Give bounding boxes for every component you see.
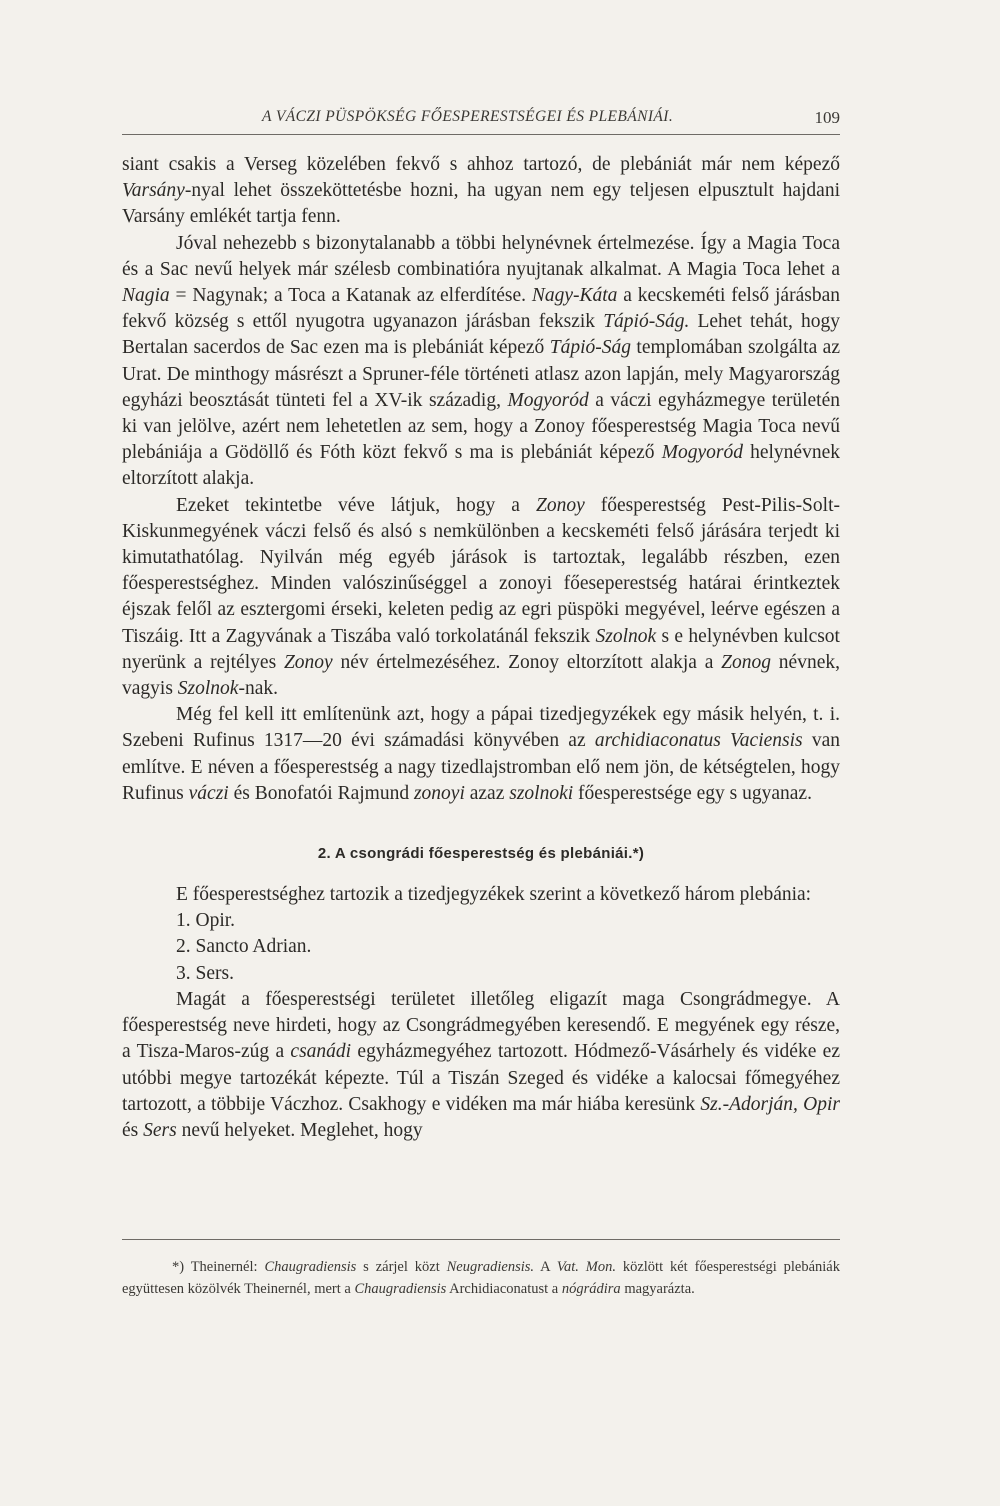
text-run: = Nagynak; a Toca a Katanak az elferdítése.: [169, 285, 532, 307]
text-run: van említve. E néven a főesperestség a nagy tizedlajstromban elő nem jön, de kétségtelen, hogy Rufinus: [122, 730, 841, 804]
italic-run: Zonog: [721, 651, 772, 673]
page-number: 109: [814, 108, 840, 127]
italic-run: váczi: [188, 782, 229, 804]
italic-run: Nagia: [122, 285, 170, 307]
footnote: [122, 1256, 840, 1300]
text-run: magyarázta.: [620, 1281, 695, 1297]
italic-run: Szolnok: [595, 625, 657, 647]
text-run: Ezeket tekintetbe véve látjuk, hogy a: [176, 494, 536, 516]
list-item: 3. Sers.: [176, 962, 234, 984]
italic-run: Sers: [143, 1119, 177, 1141]
text-run: névnek, vagyis: [122, 651, 840, 700]
text-run: Még fel kell itt említenünk azt, hogy a pápai tizedjegyzékek egy másik helyén, t. i. Szebeni Rufinus 1317—20 évi számadási könyvében az: [122, 704, 840, 752]
italic-run: szolnoki: [509, 782, 574, 804]
text-run: nevű helyeket. Meglehet, hogy: [176, 1119, 423, 1141]
text-run: Archidiaconatust a: [446, 1281, 562, 1297]
list-item: 2. Sancto Adrian.: [176, 936, 312, 958]
italic-run: Szolnok: [177, 678, 239, 700]
italic-run: Chaugradiensis: [264, 1259, 357, 1275]
italic-run: Tápió-Ság: [549, 337, 631, 359]
text-run: *) Theinernél:: [172, 1259, 265, 1275]
text-run: A: [534, 1259, 557, 1275]
italic-run: archidiaconatus Vaciensis: [594, 730, 803, 752]
italic-run: zonoyi: [413, 782, 465, 804]
paragraph: [122, 987, 840, 1144]
italic-run: Neugradiensis.: [446, 1259, 535, 1275]
paragraph: [122, 493, 840, 703]
italic-run: Chaugradiensis: [354, 1281, 447, 1297]
text-run: Magát a főesperestségi területet illetőleg eligazít maga Csongrádmegye. A főesperestség neve hirdeti, hogy az Csongrádmegyében keresendő. E megyének egy része, a Tisza-Maros-zúg a: [122, 988, 840, 1063]
text-run: és Bonofatói Rajmund: [228, 782, 414, 804]
section-intro: E főesperestséghez tartozik a tizedjegyzékek szerint a következő három plebánia:: [176, 884, 812, 906]
text-run: s e helynévben kulcsot nyerünk a rejtélyes: [122, 625, 840, 673]
italic-run: csanádi: [290, 1041, 352, 1063]
text-run: templomában szolgálta az Urat. De minthogy másrészt a Spruner-féle történeti atlasz azon lapján, mely Magyarország egyházi beosztását tünteti fel a XV-ik századig,: [122, 337, 840, 411]
text-run: a kecskeméti felső járásban fekvő község s ettől nyugotra ugyanazon járásban fekszik: [122, 285, 840, 333]
text-run: közlött két főesperestségi plebániák együttesen közölvék Theinernél, mert a: [122, 1259, 840, 1297]
italic-run: Nagy-Káta: [531, 285, 618, 307]
list-item: 1. Opir.: [176, 910, 236, 932]
text-run: s zárjel közt: [356, 1259, 447, 1275]
text-run: -nyal lehet összeköttetésbe hozni, ha ugyan nem egy teljesen elpusztult hajdani Varsány emlékét tartja fenn.: [122, 180, 840, 228]
text-run: siant csakis a Verseg közelében fekvő s ahhoz tartozó, de plebániát már nem képező: [122, 154, 840, 175]
text-run: név értelmezéséhez. Zonoy eltorzított alakja a: [332, 651, 722, 673]
italic-run: nógrádira: [561, 1281, 621, 1297]
running-head: A VÁCZI PÜSPÖKSÉG FŐESPERESTSÉGEI ÉS PLEBÁNIÁI.: [262, 108, 674, 125]
italic-run: Vat. Mon.: [556, 1259, 616, 1275]
paragraph: [122, 702, 840, 807]
italic-run: Tápió-Ság.: [603, 311, 690, 333]
italic-run: Sz.-Adorján, Opir: [700, 1093, 841, 1115]
text-run: a váczi egyházmegye területén ki van jelölve, azért nem lehetetlen az sem, hogy a Zonoy főesperestség Magia Toca nevű plebániája a Gödöllő és Fóth közt fekvő s ma is plebániát képező: [122, 389, 840, 464]
italic-run: Zonoy: [535, 494, 585, 516]
footnote-divider: [122, 1239, 840, 1240]
italic-run: Mogyoród: [507, 389, 589, 411]
text-run: helynévnek eltorzított alakja.: [122, 442, 840, 490]
text-run: és: [122, 1119, 144, 1141]
paragraph: [122, 152, 840, 231]
body-text: [122, 152, 840, 1144]
text-run: főesperestség Pest-Pilis-Solt-Kiskunmegyének váczi felső és alsó s nemkülönben a kecskeméti felső járására terjedt ki kimutathatólag. Nyilván még egyéb járások is tartoztak, legalább részben, ezen főesperestséghez. Minden valószinűséggel a zonoyi főeseperestség határai érintkeztek éjszak felől az esztergomi érseki, keleten pedig az egri püspöki megyével, leérve egészen a Tiszáig. Itt a Zagyvának a Tiszába való torkolatánál fekszik: [122, 494, 840, 647]
text-run: egyházmegyéhez tartozott. Hódmező-Vásárhely és vidéke ez utóbbi megye tartozékát képezte. Túl a Tiszán Szeged és vidéke a kalocsai főmegyéhez tartozott, a többije Váczhoz. Csakhogy e vidéken ma már hiába keresünk: [122, 1041, 840, 1115]
plebania-list: [122, 908, 840, 987]
italic-run: Varsány: [122, 180, 185, 202]
text-run: Lehet tehát, hogy Bertalan sacerdos de Sac ezen ma is plebániát képező: [122, 311, 840, 359]
page-header: [122, 104, 840, 135]
section-heading: 2. A csongrádi főesperestség és plebániái.*): [317, 845, 645, 863]
text-run: azaz: [464, 782, 510, 804]
italic-run: Mogyoród: [661, 442, 743, 464]
italic-run: Zonoy: [283, 651, 333, 673]
text-run: Jóval nehezebb s bizonytalanabb a többi helynévnek értelmezése. Így a Magia Toca és a Sac nevű helyek már szélesb combinatióra nyujtanak alkalmat. A Magia Toca lehet a: [122, 232, 840, 280]
text-run: főesperestsége egy s ugyanaz.: [573, 782, 812, 804]
paragraph: [122, 231, 840, 493]
text-run: -nak.: [238, 678, 278, 700]
